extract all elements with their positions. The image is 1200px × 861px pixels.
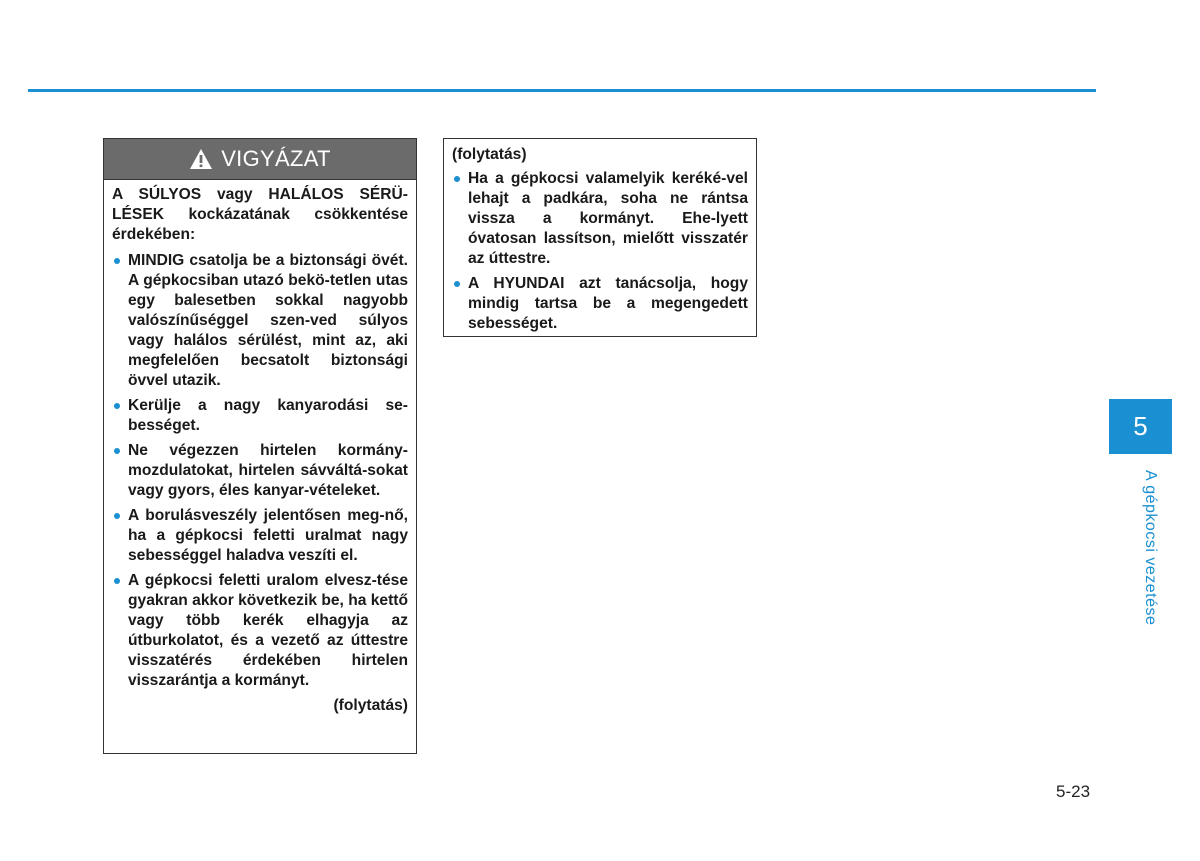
page-number: 5-23: [1056, 782, 1091, 801]
warning-box: [103, 138, 417, 754]
continued-label: (folytatás): [333, 697, 408, 714]
list-item: MINDIG csatolja be a biztonsági övét. A gépkocsiban utazó bekö-tetlen utas egy balesetben sokkal nagyobb valószínűséggel szen-ved súlyos vagy halálos sérülést, mint az, aki megfelelően becsatolt biztonsági övvel utazik.: [112, 251, 408, 391]
bullet-icon: [114, 448, 120, 454]
list-item: Kerülje a nagy kanyarodási se-bességet.: [112, 396, 408, 436]
list-item: A borulásveszély jelentősen meg-nő, ha a gépkocsi feletti uralmat nagy sebességgel haladva veszíti el.: [112, 506, 408, 566]
bullet-icon: [114, 578, 120, 584]
chapter-number: 5: [1109, 399, 1172, 454]
bullet-icon: [114, 513, 120, 519]
list-item: A HYUNDAI azt tanácsolja, hogy mindig tartsa be a megengedett sebességet.: [452, 274, 748, 334]
warning-intro: A SÚLYOS vagy HALÁLOS SÉRÜ-LÉSEK kockázatának csökkentése érdekében:: [112, 186, 408, 243]
list-item: Ne végezzen hirtelen kormány-mozdulatokat, hirtelen sávváltá-sokat vagy gyors, éles kanyar-vételeket.: [112, 441, 408, 501]
continued-label: (folytatás): [452, 146, 527, 163]
continuation-box: [443, 138, 757, 337]
bullet-icon: [454, 281, 460, 287]
list-item: A gépkocsi feletti uralom elvesz-tése gyakran akkor következik be, ha kettő vagy több kerék elhagyja az útburkolatot, és a vezető az úttestre visszatérés érdekében hirtelen visszarántja a kormányt.: [112, 571, 408, 691]
bullet-icon: [114, 403, 120, 409]
warning-triangle-icon: [189, 148, 213, 170]
bullet-icon: [114, 258, 120, 264]
chapter-title: A gépkocsi vezetése: [1142, 470, 1159, 626]
header-rule: [28, 89, 1096, 92]
warning-title: VIGYÁZAT: [221, 146, 331, 171]
list-item: Ha a gépkocsi valamelyik keréké-vel lehajt a padkára, soha ne rántsa vissza a kormányt. Ehe-lyett óvatosan lassítson, mielőtt visszatér az úttestre.: [452, 169, 748, 269]
bullet-icon: [454, 176, 460, 182]
warning-header: [104, 139, 416, 180]
